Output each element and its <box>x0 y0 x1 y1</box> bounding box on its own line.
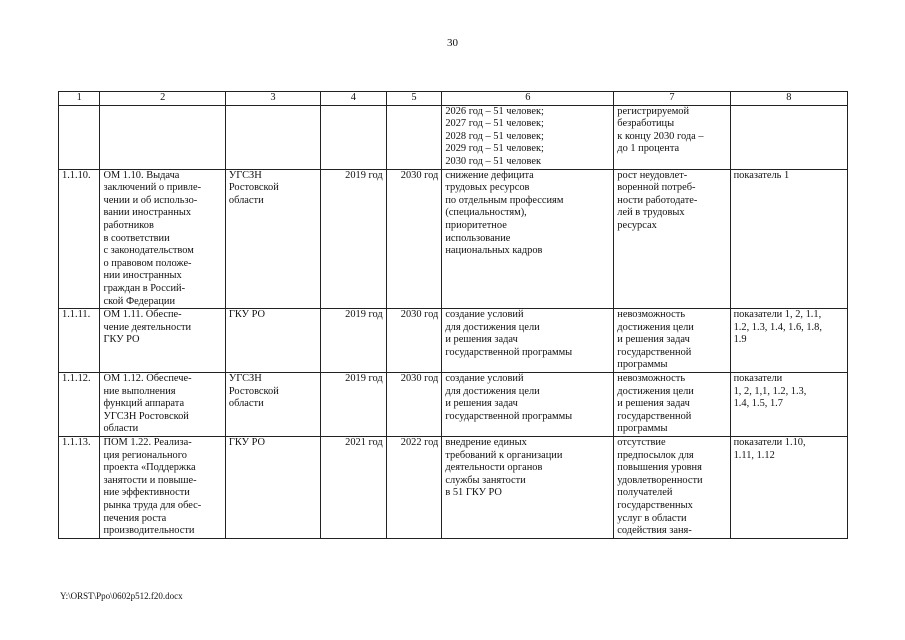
cell-text-line: УГСЗН Ростовской <box>103 410 189 422</box>
table-row <box>59 437 848 539</box>
cell-text-line: и решения задач <box>445 398 518 410</box>
cell-text-line: национальных кадров <box>445 245 543 257</box>
cell-indicators <box>730 169 847 309</box>
cell-measure <box>100 437 225 539</box>
cell-text-line: вании иностранных <box>103 207 192 219</box>
cell-text-line: показатели <box>733 373 783 385</box>
cell-number <box>59 373 100 437</box>
cell-text-line: и решения задач <box>617 398 690 410</box>
cell-text-line: ГКУ РО <box>228 437 265 449</box>
cell-text-line: лей в трудовых <box>617 207 685 219</box>
cell-text-line: нии иностранных <box>103 270 182 282</box>
cell-text-line: работников <box>103 219 154 231</box>
cell-text-line: невозможность <box>617 373 686 385</box>
header-cell: 4 <box>320 92 386 106</box>
cell-start <box>320 437 386 539</box>
cell-text-line: 2021 год <box>345 437 383 449</box>
cell-text-line: 2019 год <box>345 309 383 321</box>
cell-text-line: для достижения цели <box>445 385 540 397</box>
cell-text-line: государственной <box>617 346 692 358</box>
cell-text-line: ской Федерации <box>103 295 176 307</box>
cell-text-line: УГСЗН <box>228 169 262 181</box>
cell-text-line: государственной <box>617 410 692 422</box>
cell-text-line: предпосылок для <box>617 449 694 461</box>
cell-executor <box>225 373 320 437</box>
cell-text-line: проекта «Поддержка <box>103 462 196 474</box>
cell-consequence <box>614 105 730 169</box>
cell-text-line: 2030 год <box>400 373 439 385</box>
cell-text-line: 2019 год <box>345 373 383 385</box>
cell-indicators <box>730 373 847 437</box>
cell-text-line: граждан в Россий- <box>103 282 186 294</box>
table-row <box>59 169 848 309</box>
cell-text-line: создание условий <box>445 373 524 385</box>
cell-number <box>59 309 100 373</box>
table-row <box>59 105 848 169</box>
cell-text-line: заключений о привле- <box>103 182 202 194</box>
cell-text-line: снижение дефицита <box>445 169 534 181</box>
cell-number <box>59 437 100 539</box>
cell-effect <box>442 169 614 309</box>
cell-text-line: государственных <box>617 500 693 511</box>
cell-text-line: чении и об использо- <box>103 194 198 206</box>
header-cell: 2 <box>100 92 225 106</box>
measures-table <box>58 91 848 539</box>
table-row <box>59 309 848 373</box>
header-cell: 5 <box>386 92 442 106</box>
cell-indicators <box>730 105 847 169</box>
file-path-footer: Y:\ORST\Ppo\0602p512.f20.docx <box>60 591 183 601</box>
cell-start <box>320 105 386 169</box>
cell-effect <box>442 437 614 539</box>
cell-text-line: о правовом положе- <box>103 257 192 269</box>
cell-indicators <box>730 309 847 373</box>
cell-text-line: УГСЗН <box>228 373 262 385</box>
cell-text-line: занятости и повыше- <box>103 474 197 486</box>
cell-text-line: ности работодате- <box>617 194 698 206</box>
cell-consequence <box>614 169 730 309</box>
table-row <box>59 373 848 437</box>
cell-text-line: с законодательством <box>103 245 194 257</box>
cell-text-line: государственной программы <box>445 410 573 422</box>
cell-text-line: невозможность <box>617 309 686 321</box>
cell-text-line: показатели 1, 2, 1.1, <box>733 309 822 321</box>
cell-text-line: к концу 2030 года – <box>617 130 704 142</box>
cell-text-line: ГКУ РО <box>228 309 265 321</box>
cell-text-line: безработицы <box>617 118 675 130</box>
cell-executor <box>225 309 320 373</box>
cell-text-line: в 51 ГКУ РО <box>445 487 502 499</box>
cell-text-line: 2030 год – 51 человек <box>445 155 542 167</box>
cell-start <box>320 373 386 437</box>
cell-text-line: 2026 год – 51 человек; <box>445 105 544 117</box>
cell-text-line: в соответствии <box>103 232 170 244</box>
cell-effect <box>442 105 614 169</box>
cell-end <box>386 373 442 437</box>
cell-text-line: до 1 процента <box>617 143 680 155</box>
cell-text-line: повышения уровня <box>617 462 702 474</box>
cell-text-line: рынка труда для обес- <box>103 500 202 511</box>
cell-text-line: 2027 год – 51 человек; <box>445 118 544 130</box>
cell-text-line: показатель 1 <box>733 169 790 181</box>
cell-text-line: показатели 1.10, <box>733 437 806 449</box>
cell-measure <box>100 309 225 373</box>
cell-text-line: чение деятельности <box>103 321 192 333</box>
cell-text-line: программы <box>617 423 668 435</box>
header-cell: 6 <box>442 92 614 106</box>
cell-start <box>320 169 386 309</box>
cell-text-line: удовлетворенности <box>617 474 703 486</box>
cell-consequence <box>614 437 730 539</box>
cell-text-line: (специальностям), <box>445 207 527 219</box>
cell-text-line: достижения цели <box>617 321 694 333</box>
cell-text-line: услуг в области <box>617 512 687 524</box>
cell-text-line: 1.4, 1.5, 1.7 <box>733 398 783 410</box>
cell-text-line: области <box>228 194 264 206</box>
cell-text-line: по отдельным профессиям <box>445 194 564 206</box>
cell-text-line: программы <box>617 359 668 371</box>
cell-text-line: содействия заня- <box>617 525 692 537</box>
cell-text-line: ПОМ 1.22. Реализа- <box>103 437 192 449</box>
cell-text-line: 2022 год <box>400 437 439 449</box>
cell-text-line: функций аппарата <box>103 398 185 410</box>
cell-text-line: ОМ 1.10. Выдача <box>103 169 180 181</box>
cell-measure <box>100 169 225 309</box>
cell-text-line: государственной программы <box>445 346 573 358</box>
cell-text-line: деятельности органов <box>445 462 543 474</box>
cell-text-line: области <box>228 398 264 410</box>
cell-end <box>386 309 442 373</box>
cell-text-line: ние эффективности <box>103 487 190 499</box>
cell-executor <box>225 169 320 309</box>
cell-text-line: 1.1.12. <box>62 373 91 385</box>
page-number: 30 <box>447 37 458 49</box>
cell-text-line: Ростовской <box>228 385 279 397</box>
cell-text-line: использование <box>445 232 511 244</box>
cell-measure <box>100 105 225 169</box>
cell-text-line: ГКУ РО <box>103 334 140 346</box>
cell-text-line: регистрируемой <box>617 105 690 117</box>
cell-text-line: 1.1.11. <box>62 309 91 321</box>
cell-text-line: достижения цели <box>617 385 694 397</box>
cell-text-line: области <box>103 423 139 435</box>
cell-start <box>320 309 386 373</box>
cell-text-line: получателей <box>617 487 673 499</box>
cell-end <box>386 437 442 539</box>
cell-text-line: рост неудовлет- <box>617 169 688 181</box>
cell-text-line: и решения задач <box>445 334 518 346</box>
cell-number <box>59 169 100 309</box>
cell-text-line: 2030 год <box>400 169 439 181</box>
cell-executor <box>225 437 320 539</box>
cell-text-line: 2028 год – 51 человек; <box>445 130 544 142</box>
header-cell: 8 <box>730 92 847 106</box>
cell-text-line: 1.9 <box>733 334 747 346</box>
cell-executor <box>225 105 320 169</box>
cell-text-line: 2029 год – 51 человек; <box>445 143 544 155</box>
header-cell: 7 <box>614 92 730 106</box>
cell-measure <box>100 373 225 437</box>
cell-text-line: 1, 2, 1,1, 1.2, 1.3, <box>733 385 807 397</box>
cell-text-line: и решения задач <box>617 334 690 346</box>
cell-text-line: 1.1.13. <box>62 437 91 449</box>
cell-text-line: для достижения цели <box>445 321 540 333</box>
cell-text-line: ция регионального <box>103 449 187 461</box>
cell-text-line: 2019 год <box>345 169 383 181</box>
cell-text-line: ние выполнения <box>103 385 176 397</box>
cell-text-line: требований к организации <box>445 449 563 461</box>
header-cell: 1 <box>59 92 100 106</box>
cell-text-line: отсутствие <box>617 437 666 449</box>
cell-text-line: приоритетное <box>445 219 507 231</box>
cell-text-line: ресурсах <box>617 219 657 231</box>
table-header-row <box>59 92 848 106</box>
cell-text-line: 2030 год <box>400 309 439 321</box>
cell-effect <box>442 373 614 437</box>
cell-text-line: воренной потреб- <box>617 182 696 194</box>
header-cell: 3 <box>225 92 320 106</box>
cell-text-line: создание условий <box>445 309 524 321</box>
cell-text-line: ОМ 1.11. Обеспе- <box>103 309 182 321</box>
cell-text-line: трудовых ресурсов <box>445 182 530 194</box>
cell-text-line: печения роста <box>103 512 167 524</box>
cell-text-line: внедрение единых <box>445 437 527 449</box>
cell-indicators <box>730 437 847 539</box>
cell-text-line: ОМ 1.12. Обеспече- <box>103 373 192 385</box>
cell-text-line: 1.1.10. <box>62 169 91 181</box>
cell-text-line: 1.11, 1.12 <box>733 449 775 461</box>
cell-effect <box>442 309 614 373</box>
cell-number <box>59 105 100 169</box>
cell-end <box>386 105 442 169</box>
cell-consequence <box>614 373 730 437</box>
cell-text-line: производительности <box>103 525 195 537</box>
cell-consequence <box>614 309 730 373</box>
cell-text-line: 1.2, 1.3, 1.4, 1.6, 1.8, <box>733 321 822 333</box>
cell-end <box>386 169 442 309</box>
cell-text-line: Ростовской <box>228 182 279 194</box>
cell-text-line: службы занятости <box>445 474 526 486</box>
